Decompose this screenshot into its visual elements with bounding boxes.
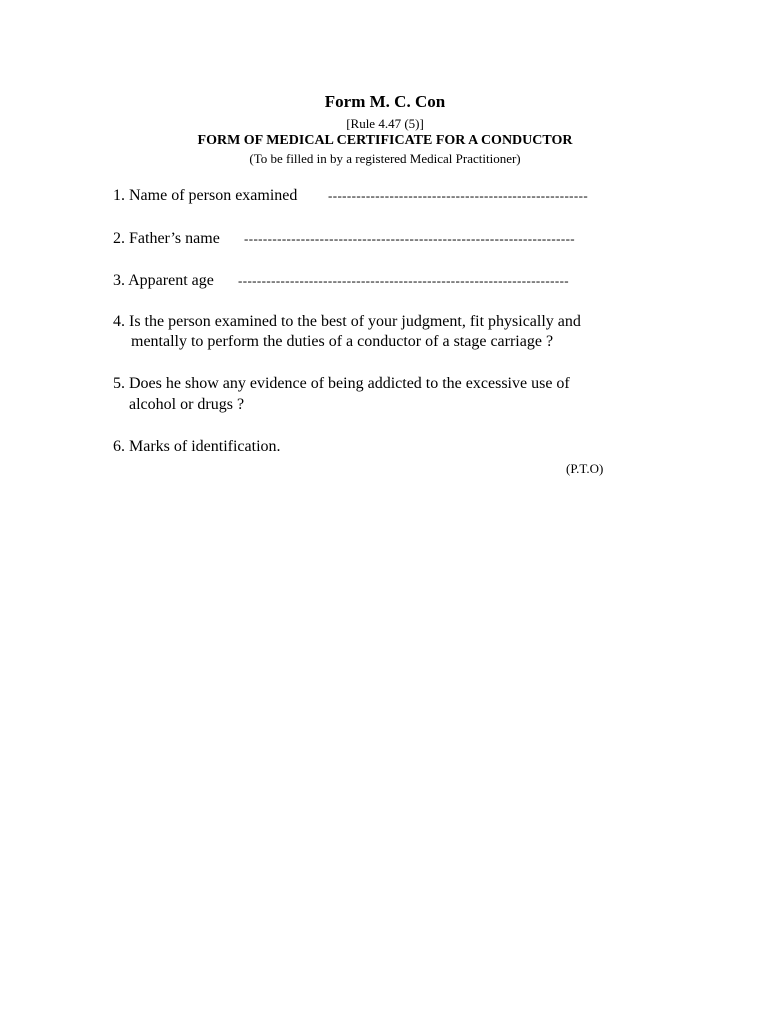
item-age-label: 3. Apparent age — [113, 272, 214, 289]
rule-reference: [Rule 4.47 (5)] — [346, 116, 424, 131]
item-name-blank: ------------------------------------------------------- — [328, 188, 589, 203]
item-fitness-question-cont: mentally to perform the duties of a conductor of a stage carriage ? — [131, 333, 554, 350]
item-age-blank: ---------------------------------------------------------------------- — [238, 273, 570, 288]
item-father-label: 2. Father’s name — [113, 230, 220, 247]
item-marks-label: 6. Marks of identification. — [113, 438, 281, 455]
item-fitness-question: 4. Is the person examined to the best of your judgment, fit physically and — [113, 313, 581, 330]
form-title: Form M. C. Con — [324, 92, 446, 111]
item-addiction-question: 5. Does he show any evidence of being addicted to the excessive use of — [113, 375, 570, 392]
item-name-label: 1. Name of person examined — [113, 187, 298, 204]
item-addiction-question-cont: alcohol or drugs ? — [129, 396, 245, 413]
pto-note: (P.T.O) — [566, 461, 604, 476]
item-father-blank: ---------------------------------------------------------------------- — [244, 231, 576, 246]
form-subheading: (To be filled in by a registered Medical Practitioner) — [249, 151, 521, 166]
form-heading: FORM OF MEDICAL CERTIFICATE FOR A CONDUCTOR — [197, 133, 573, 148]
